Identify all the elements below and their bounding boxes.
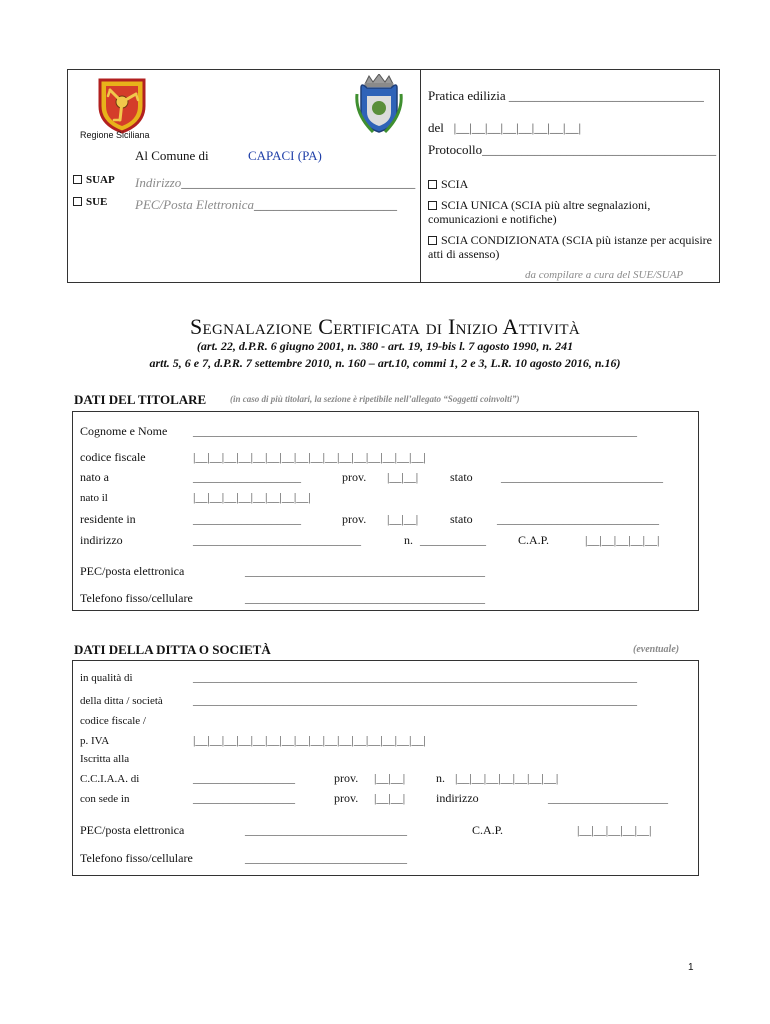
cciaa-prov-input[interactable]: |__|__| bbox=[374, 771, 406, 785]
suap-checkbox-box[interactable] bbox=[73, 175, 82, 184]
cciaa-input[interactable]: _________________ bbox=[193, 771, 295, 785]
scia-unica-label: SCIA UNICA (SCIA più altre segnalazioni, comunicazioni e notifiche) bbox=[428, 198, 651, 226]
nato-il-input[interactable]: |__|__|__|__|__|__|__|__| bbox=[193, 490, 311, 504]
nato-a-label: nato a bbox=[80, 470, 109, 484]
residente-stato-input[interactable]: ___________________________ bbox=[497, 512, 659, 526]
ditta-cap-input[interactable]: |__|__|__|__|__| bbox=[577, 823, 652, 837]
nato-stato-label: stato bbox=[450, 470, 473, 484]
cciaa-label: C.C.I.A.A. di bbox=[80, 773, 140, 785]
del-field[interactable]: del |__|__|__|__|__|__|__|__| bbox=[428, 120, 582, 135]
comune-value: CAPACI (PA) bbox=[248, 148, 322, 163]
cciaa-n-label: n. bbox=[436, 771, 445, 785]
ditta-codice-fiscale-label: codice fiscale / bbox=[80, 715, 146, 727]
legal-reference-line2: artt. 5, 6 e 7, d.P.R. 7 settembre 2010, n. 160 – art.10, commi 1, 2 e 3, L.R. 10 agosto 2016, n.16) bbox=[149, 356, 621, 370]
scia-condizionata-label: SCIA CONDIZIONATA (SCIA più istanze per acquisire atti di assenso) bbox=[428, 233, 713, 261]
indirizzo-label: indirizzo bbox=[80, 533, 123, 547]
iscritta-label: Iscritta alla bbox=[80, 753, 130, 765]
sede-prov-input[interactable]: |__|__| bbox=[374, 791, 406, 805]
pec-field[interactable]: PEC/Posta Elettronica______________________ bbox=[135, 197, 398, 212]
indirizzo-field[interactable]: Indirizzo____________________________________ bbox=[135, 175, 416, 190]
in-qualita-input[interactable]: __________________________________________________________________________ bbox=[193, 670, 637, 684]
nato-prov-label: prov. bbox=[342, 470, 367, 484]
codice-fiscale-label: codice fiscale bbox=[80, 450, 146, 464]
pec-label: PEC/Posta Elettronica bbox=[135, 197, 255, 212]
in-qualita-label: in qualità di bbox=[80, 672, 133, 684]
residente-prov-input[interactable]: |__|__| bbox=[387, 512, 419, 526]
scia-unica-option[interactable] bbox=[428, 198, 713, 226]
ditta-eventuale: (eventuale) bbox=[633, 644, 680, 655]
sue-checkbox-box[interactable] bbox=[73, 197, 82, 206]
pec-titolare-label: PEC/posta elettronica bbox=[80, 564, 185, 578]
titolare-heading: DATI DEL TITOLARE bbox=[74, 392, 207, 407]
cognome-nome-label: Cognome e Nome bbox=[80, 424, 168, 438]
protocollo-label: Protocollo bbox=[428, 142, 483, 157]
compilare-note: da compilare a cura del SUE/SUAP bbox=[525, 269, 684, 281]
telefono-titolare-label: Telefono fisso/cellulare bbox=[80, 591, 193, 605]
ditta-piva-label: p. IVA bbox=[80, 735, 110, 747]
cciaa-n-input[interactable]: |__|__|__|__|__|__|__| bbox=[455, 771, 559, 785]
comune-capaci-crest bbox=[355, 74, 403, 136]
sue-label: SUE bbox=[86, 196, 108, 208]
ditta-pec-input[interactable]: ___________________________ bbox=[245, 823, 407, 837]
legal-reference-line1: (art. 22, d.P.R. 6 giugno 2001, n. 380 - art. 19, 19-bis l. 7 agosto 1990, n. 241 bbox=[196, 339, 574, 353]
sede-indirizzo-label: indirizzo bbox=[436, 791, 479, 805]
residente-prov-label: prov. bbox=[342, 512, 367, 526]
nato-stato-input[interactable]: ___________________________ bbox=[501, 470, 663, 484]
con-sede-label: con sede in bbox=[80, 793, 130, 805]
titolare-note: (in caso di più titolari, la sezione è ripetibile nell’allegato “Soggetti coinvolti”) bbox=[230, 394, 520, 404]
pec-titolare-input[interactable]: ________________________________________ bbox=[245, 564, 485, 578]
nato-a-input[interactable]: __________________ bbox=[193, 470, 301, 484]
pratica-field[interactable]: Pratica edilizia ______________________________ bbox=[428, 88, 704, 103]
document-title: Segnalazione Certificata di Inizio Attività bbox=[190, 314, 580, 339]
region-label: Regione Siciliana bbox=[80, 130, 150, 140]
ditta-telefono-input[interactable]: ___________________________ bbox=[245, 851, 407, 865]
ditta-piva-input[interactable]: |__|__|__|__|__|__|__|__|__|__|__|__|__|__|__|__| bbox=[193, 733, 426, 747]
ditta-pec-label: PEC/posta elettronica bbox=[80, 823, 185, 837]
suap-checkbox[interactable] bbox=[73, 174, 115, 186]
scia-option[interactable] bbox=[428, 177, 713, 192]
comune-label: Al Comune di bbox=[135, 148, 209, 163]
civico-label: n. bbox=[404, 533, 413, 547]
scia-condizionata-option[interactable] bbox=[428, 233, 713, 261]
scia-unica-checkbox[interactable] bbox=[428, 201, 437, 210]
della-ditta-label: della ditta / società bbox=[80, 695, 163, 707]
titolare-box bbox=[72, 411, 699, 611]
ditta-heading: DATI DELLA DITTA O SOCIETÀ bbox=[74, 642, 271, 657]
civico-input[interactable]: ___________ bbox=[420, 533, 486, 547]
cap-input[interactable]: |__|__|__|__|__| bbox=[585, 533, 660, 547]
sue-checkbox[interactable] bbox=[73, 196, 107, 208]
cciaa-prov-label: prov. bbox=[334, 771, 359, 785]
sede-prov-label: prov. bbox=[334, 791, 359, 805]
scia-checkbox[interactable] bbox=[428, 180, 437, 189]
page-number: 1 bbox=[688, 962, 694, 973]
codice-fiscale-input[interactable]: |__|__|__|__|__|__|__|__|__|__|__|__|__|__|__|__| bbox=[193, 450, 426, 464]
telefono-titolare-input[interactable]: ________________________________________ bbox=[245, 591, 485, 605]
del-label: del bbox=[428, 120, 444, 135]
con-sede-input[interactable]: _________________ bbox=[193, 791, 295, 805]
pratica-label: Pratica edilizia bbox=[428, 88, 506, 103]
residente-stato-label: stato bbox=[450, 512, 473, 526]
protocollo-field[interactable]: Protocollo____________________________________ bbox=[428, 142, 717, 157]
cap-label: C.A.P. bbox=[518, 533, 550, 547]
indirizzo-label: Indirizzo bbox=[135, 175, 182, 190]
sede-indirizzo-input[interactable]: ____________________ bbox=[548, 791, 668, 805]
residente-in-label: residente in bbox=[80, 512, 136, 526]
regione-siciliana-logo bbox=[92, 76, 152, 134]
scia-label: SCIA bbox=[441, 177, 469, 191]
ditta-telefono-label: Telefono fisso/cellulare bbox=[80, 851, 193, 865]
nato-prov-input[interactable]: |__|__| bbox=[387, 470, 419, 484]
ditta-cap-label: C.A.P. bbox=[472, 823, 504, 837]
suap-label: SUAP bbox=[86, 174, 115, 186]
nato-il-label: nato il bbox=[80, 492, 108, 504]
header-divider bbox=[420, 69, 421, 283]
della-ditta-input[interactable]: __________________________________________________________________________ bbox=[193, 693, 637, 707]
scia-condizionata-checkbox[interactable] bbox=[428, 236, 437, 245]
indirizzo-input[interactable]: ____________________________ bbox=[193, 533, 361, 547]
cognome-nome-input[interactable]: __________________________________________________________________________ bbox=[193, 424, 637, 438]
residente-in-input[interactable]: __________________ bbox=[193, 512, 301, 526]
